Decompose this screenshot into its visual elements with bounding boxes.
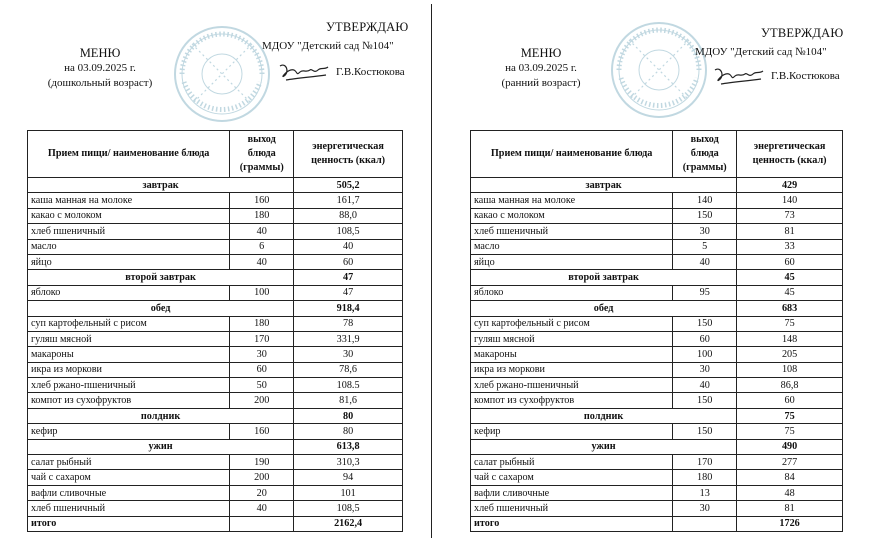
dish-row xyxy=(28,208,403,223)
approve-heading: УТВЕРЖДАЮ xyxy=(761,26,844,40)
dish-grams: 30 xyxy=(673,362,737,377)
dish-row xyxy=(28,331,403,346)
dish-name: чай с сахаром xyxy=(28,470,230,485)
meal-kcal-total: 505,2 xyxy=(294,178,403,193)
menu-age-group: (дошкольный возраст) xyxy=(47,77,153,89)
dish-grams: 30 xyxy=(673,224,737,239)
dish-grams: 60 xyxy=(673,331,737,346)
dish-name: какао с молоком xyxy=(28,208,230,223)
dish-grams: 40 xyxy=(230,501,294,516)
dish-name: компот из сухофруктов xyxy=(471,393,673,408)
dish-grams: 95 xyxy=(673,285,737,300)
dish-grams: 180 xyxy=(230,316,294,331)
dish-name: масло xyxy=(471,239,673,254)
menu-heading: МЕНЮ xyxy=(520,46,562,60)
dish-name: вафли сливочные xyxy=(471,485,673,500)
dish-row xyxy=(471,239,843,254)
dish-kcal: 140 xyxy=(737,193,843,208)
total-grams xyxy=(673,516,737,531)
total-label: итого xyxy=(471,516,673,531)
meal-kcal-total: 918,4 xyxy=(294,301,403,316)
dish-grams: 160 xyxy=(230,424,294,439)
meal-name: второй завтрак xyxy=(28,270,294,285)
meal-section-row xyxy=(471,301,843,316)
meal-kcal-total: 490 xyxy=(737,439,843,454)
dish-name: кефир xyxy=(471,424,673,439)
meal-section-row xyxy=(28,301,403,316)
meal-kcal-total: 429 xyxy=(737,178,843,193)
dish-grams: 40 xyxy=(673,254,737,269)
dish-row xyxy=(28,347,403,362)
meal-name: ужин xyxy=(28,439,294,454)
handwritten-signature xyxy=(711,62,767,88)
dish-grams: 40 xyxy=(230,224,294,239)
dish-kcal: 108.5 xyxy=(294,378,403,393)
dish-name: хлеб пшеничный xyxy=(28,224,230,239)
dish-name: яйцо xyxy=(28,254,230,269)
dish-name: гуляш мясной xyxy=(28,331,230,346)
column-header-dish: Прием пищи/ наименование блюда xyxy=(28,131,230,178)
dish-name: хлеб ржано-пшеничный xyxy=(28,378,230,393)
dish-grams: 150 xyxy=(673,393,737,408)
dish-kcal: 60 xyxy=(737,254,843,269)
meal-section-row xyxy=(28,178,403,193)
dish-kcal: 73 xyxy=(737,208,843,223)
official-stamp xyxy=(172,24,272,124)
dish-name: яйцо xyxy=(471,254,673,269)
total-kcal: 1726 xyxy=(737,516,843,531)
dish-grams: 40 xyxy=(230,254,294,269)
dish-kcal: 80 xyxy=(294,424,403,439)
dish-kcal: 277 xyxy=(737,455,843,470)
dish-name: каша манная на молоке xyxy=(471,193,673,208)
dish-row xyxy=(471,193,843,208)
dish-kcal: 108,5 xyxy=(294,501,403,516)
meal-section-row xyxy=(471,178,843,193)
meal-section-row xyxy=(471,439,843,454)
meal-kcal-total: 75 xyxy=(737,408,843,423)
dish-name: хлеб пшеничный xyxy=(28,501,230,516)
dish-name: макароны xyxy=(471,347,673,362)
dish-grams: 140 xyxy=(673,193,737,208)
dish-kcal: 75 xyxy=(737,316,843,331)
dish-name: яблоко xyxy=(471,285,673,300)
meal-kcal-total: 45 xyxy=(737,270,843,285)
dish-grams: 180 xyxy=(230,208,294,223)
menu-age-group: (ранний возраст) xyxy=(501,77,581,89)
dish-row xyxy=(28,424,403,439)
dish-name: масло xyxy=(28,239,230,254)
dish-kcal: 60 xyxy=(294,254,403,269)
dish-row xyxy=(471,347,843,362)
dish-kcal: 40 xyxy=(294,239,403,254)
meal-section-row xyxy=(28,270,403,285)
total-row xyxy=(28,516,403,531)
column-header-grams: выход блюда (граммы) xyxy=(230,131,294,178)
dish-name: икра из моркови xyxy=(471,362,673,377)
meal-name: ужин xyxy=(471,439,737,454)
dish-kcal: 88,0 xyxy=(294,208,403,223)
dish-row xyxy=(28,224,403,239)
total-label: итого xyxy=(28,516,230,531)
dish-grams: 30 xyxy=(673,501,737,516)
dish-name: салат рыбный xyxy=(471,455,673,470)
dish-grams: 40 xyxy=(673,378,737,393)
dish-grams: 150 xyxy=(673,316,737,331)
dish-kcal: 331,9 xyxy=(294,331,403,346)
menu-heading: МЕНЮ xyxy=(79,46,121,60)
dish-grams: 150 xyxy=(673,424,737,439)
menu-title-block xyxy=(473,46,609,91)
dish-row xyxy=(471,362,843,377)
meal-name: второй завтрак xyxy=(471,270,737,285)
dish-row xyxy=(28,254,403,269)
dish-row xyxy=(28,485,403,500)
dish-kcal: 161,7 xyxy=(294,193,403,208)
official-stamp xyxy=(609,20,709,120)
dish-grams: 20 xyxy=(230,485,294,500)
dish-kcal: 47 xyxy=(294,285,403,300)
dish-name: хлеб ржано-пшеничный xyxy=(471,378,673,393)
dish-name: салат рыбный xyxy=(28,455,230,470)
dish-row xyxy=(28,285,403,300)
dish-row xyxy=(471,285,843,300)
dish-row xyxy=(471,470,843,485)
dish-name: хлеб пшеничный xyxy=(471,501,673,516)
column-header-kcal: энергетическая ценность (ккал) xyxy=(737,131,843,178)
dish-grams: 60 xyxy=(230,362,294,377)
menu-date: на 03.09.2025 г. xyxy=(505,62,577,74)
total-row xyxy=(471,516,843,531)
dish-name: макароны xyxy=(28,347,230,362)
dish-grams: 6 xyxy=(230,239,294,254)
meal-section-row xyxy=(471,270,843,285)
dish-row xyxy=(471,254,843,269)
dish-kcal: 148 xyxy=(737,331,843,346)
dish-kcal: 205 xyxy=(737,347,843,362)
dish-row xyxy=(28,393,403,408)
dish-kcal: 310,3 xyxy=(294,455,403,470)
meal-name: обед xyxy=(28,301,294,316)
dish-name: гуляш мясной xyxy=(471,331,673,346)
page-divider xyxy=(431,4,432,538)
meal-name: полдник xyxy=(471,408,737,423)
dish-grams: 100 xyxy=(673,347,737,362)
dish-name: суп картофельный с рисом xyxy=(471,316,673,331)
meal-name: завтрак xyxy=(28,178,294,193)
dish-name: какао с молоком xyxy=(471,208,673,223)
approve-heading: УТВЕРЖДАЮ xyxy=(326,20,409,34)
dish-row xyxy=(28,316,403,331)
meal-name: обед xyxy=(471,301,737,316)
dish-name: каша манная на молоке xyxy=(28,193,230,208)
dish-row xyxy=(28,378,403,393)
dish-name: вафли сливочные xyxy=(28,485,230,500)
dish-name: кефир xyxy=(28,424,230,439)
meal-name: полдник xyxy=(28,408,294,423)
dish-row xyxy=(471,208,843,223)
dish-row xyxy=(28,239,403,254)
dish-kcal: 81 xyxy=(737,224,843,239)
dish-row xyxy=(471,378,843,393)
dish-row xyxy=(471,424,843,439)
dish-row xyxy=(471,501,843,516)
dish-name: компот из сухофруктов xyxy=(28,393,230,408)
dish-name: икра из моркови xyxy=(28,362,230,377)
dish-grams: 200 xyxy=(230,393,294,408)
dish-kcal: 84 xyxy=(737,470,843,485)
table-header-row xyxy=(28,131,403,178)
dish-kcal: 78 xyxy=(294,316,403,331)
signer-name: Г.В.Костюкова xyxy=(771,70,840,82)
dish-grams: 160 xyxy=(230,193,294,208)
dish-row xyxy=(471,393,843,408)
table-header-row xyxy=(471,131,843,178)
dish-row xyxy=(28,501,403,516)
dish-grams: 100 xyxy=(230,285,294,300)
total-grams xyxy=(230,516,294,531)
dish-row xyxy=(28,193,403,208)
handwritten-signature xyxy=(276,58,332,84)
dish-kcal: 48 xyxy=(737,485,843,500)
dish-kcal: 94 xyxy=(294,470,403,485)
dish-kcal: 108 xyxy=(737,362,843,377)
dish-row xyxy=(28,455,403,470)
dish-row xyxy=(471,455,843,470)
meal-section-row xyxy=(28,439,403,454)
dish-kcal: 81,6 xyxy=(294,393,403,408)
meal-kcal-total: 683 xyxy=(737,301,843,316)
dish-kcal: 30 xyxy=(294,347,403,362)
dish-kcal: 60 xyxy=(737,393,843,408)
dish-grams: 50 xyxy=(230,378,294,393)
dish-row xyxy=(28,470,403,485)
meal-name: завтрак xyxy=(471,178,737,193)
total-kcal: 2162,4 xyxy=(294,516,403,531)
meal-kcal-total: 47 xyxy=(294,270,403,285)
signer-name: Г.В.Костюкова xyxy=(336,66,405,78)
meal-section-row xyxy=(471,408,843,423)
dish-grams: 170 xyxy=(230,331,294,346)
menu-title-block xyxy=(32,46,168,91)
dish-grams: 5 xyxy=(673,239,737,254)
dish-kcal: 108,5 xyxy=(294,224,403,239)
dish-name: яблоко xyxy=(28,285,230,300)
column-header-dish: Прием пищи/ наименование блюда xyxy=(471,131,673,178)
dish-grams: 170 xyxy=(673,455,737,470)
dish-kcal: 45 xyxy=(737,285,843,300)
dish-row xyxy=(471,316,843,331)
menu-table xyxy=(470,130,843,532)
approve-organization: МДОУ "Детский сад №104" xyxy=(695,46,827,58)
dish-name: суп картофельный с рисом xyxy=(28,316,230,331)
dish-name: чай с сахаром xyxy=(471,470,673,485)
dish-kcal: 75 xyxy=(737,424,843,439)
dish-grams: 13 xyxy=(673,485,737,500)
dish-grams: 150 xyxy=(673,208,737,223)
meal-section-row xyxy=(28,408,403,423)
dish-name: хлеб пшеничный xyxy=(471,224,673,239)
dish-kcal: 81 xyxy=(737,501,843,516)
dish-grams: 200 xyxy=(230,470,294,485)
dish-row xyxy=(471,485,843,500)
meal-kcal-total: 613,8 xyxy=(294,439,403,454)
column-header-grams: выход блюда (граммы) xyxy=(673,131,737,178)
dish-row xyxy=(28,362,403,377)
dish-kcal: 78,6 xyxy=(294,362,403,377)
dish-grams: 180 xyxy=(673,470,737,485)
menu-date: на 03.09.2025 г. xyxy=(64,62,136,74)
dish-grams: 190 xyxy=(230,455,294,470)
column-header-kcal: энергетическая ценность (ккал) xyxy=(294,131,403,178)
dish-kcal: 101 xyxy=(294,485,403,500)
dish-kcal: 86,8 xyxy=(737,378,843,393)
menu-table xyxy=(27,130,403,532)
dish-kcal: 33 xyxy=(737,239,843,254)
dish-grams: 30 xyxy=(230,347,294,362)
approve-organization: МДОУ "Детский сад №104" xyxy=(262,40,394,52)
dish-row xyxy=(471,331,843,346)
meal-kcal-total: 80 xyxy=(294,408,403,423)
dish-row xyxy=(471,224,843,239)
